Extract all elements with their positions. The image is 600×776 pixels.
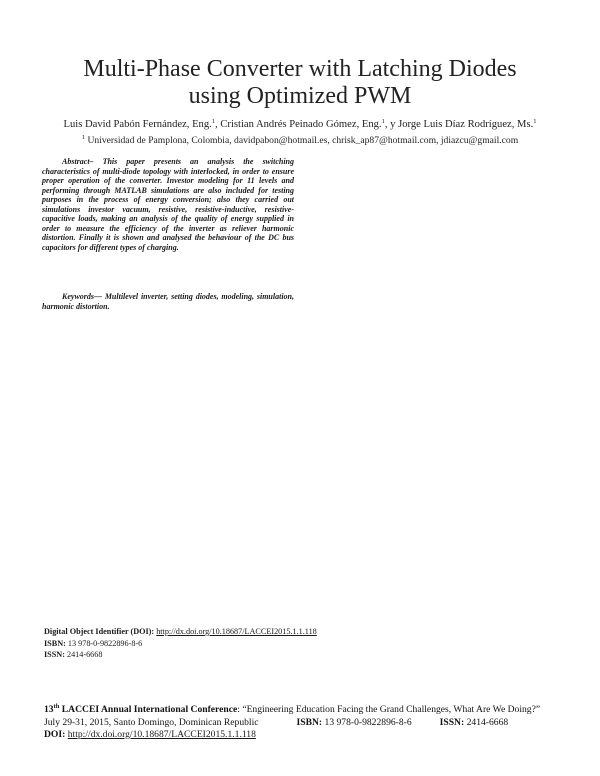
affiliation-text: Universidad de Pamplona, Colombia, davidpabon@hotmail.es, chrisk_ap87@hotmail.com, jdiazcu@gmail.com bbox=[87, 135, 519, 146]
footer-edition: 13 bbox=[44, 704, 54, 715]
abstract-text: This paper presents an analysis the switching characteristics of multi-diode topology with interlocked, in order to ensure proper operation of the converter. Investor modeling for 11 levels and performing through MATLAB simulations are also included for testing purposes in the process of energy conversion; also they carried out simulations investor vacuum, resistive, resistive-inductive, resistive-capacitive loads, making an analysis of the quality of energy supplied in order to measure the efficiency of the inverter as reliever harmonic distortion. Finally it is shown and analysed the behaviour of the DC bus capacitors for different types of charging. bbox=[42, 157, 295, 252]
footer-doi-line bbox=[44, 729, 564, 742]
isbn-line bbox=[44, 638, 317, 650]
footer-isbn-value: 13 978-0-9822896-8-6 bbox=[324, 716, 412, 728]
identifier-block bbox=[44, 626, 317, 661]
paper-title bbox=[0, 56, 600, 110]
author-separator: , bbox=[215, 119, 221, 130]
isbn-value: 13 978-0-9822896-8-6 bbox=[67, 638, 143, 648]
abstract-label: Abstract– bbox=[62, 157, 94, 166]
doi-line bbox=[44, 626, 317, 638]
author-separator: , y bbox=[384, 119, 399, 130]
abstract bbox=[42, 157, 294, 252]
footer-date-line bbox=[44, 717, 564, 730]
footer-edition-suffix: th bbox=[53, 703, 60, 710]
affiliation bbox=[0, 135, 600, 147]
footer-conference-name: LACCEI Annual International Conference bbox=[61, 704, 238, 715]
conference-footer bbox=[44, 704, 564, 742]
footer-issn-label: ISSN: bbox=[439, 716, 465, 728]
doi-label: Digital Object Identifier (DOI): bbox=[44, 627, 155, 636]
footer-theme: : “Engineering Education Facing the Grand Challenges, What Are We Doing?” bbox=[237, 704, 541, 715]
author-name: Luis David Pabón Fernández, Eng. bbox=[63, 119, 212, 130]
author-name: Jorge Luis Díaz Rodríguez, Ms. bbox=[398, 119, 534, 130]
isbn-label: ISBN: bbox=[44, 638, 66, 648]
issn-value: 2414-6668 bbox=[66, 650, 103, 659]
footer-isbn-label: ISBN: bbox=[296, 716, 323, 728]
footer-issn-value: 2414-6668 bbox=[466, 716, 509, 728]
doi-link[interactable]: http://dx.doi.org/10.18687/LACCEI2015.1.1.118 bbox=[156, 627, 317, 636]
keywords-label: Keywords— bbox=[62, 292, 102, 301]
footer-doi-link[interactable]: http://dx.doi.org/10.18687/LACCEI2015.1.1.118 bbox=[67, 729, 256, 740]
keywords bbox=[42, 292, 294, 311]
footer-conference-line bbox=[44, 704, 564, 717]
author-list bbox=[0, 118, 600, 131]
paper-title-line-2: using Optimized PWM bbox=[188, 83, 412, 109]
keywords-text: Multilevel inverter, setting diodes, modeling, simulation, harmonic distortion. bbox=[42, 292, 294, 311]
author-affiliation-mark: 1 bbox=[533, 118, 537, 125]
author-affiliation-mark: 1 bbox=[211, 118, 216, 125]
footer-doi-label: DOI: bbox=[44, 729, 66, 740]
issn-line bbox=[44, 649, 317, 661]
author-name: Cristian Andrés Peinado Gómez, Eng. bbox=[220, 119, 382, 130]
author-affiliation-mark: 1 bbox=[381, 118, 385, 125]
footer-date-place: July 29-31, 2015, Santo Domingo, Dominican Republic bbox=[44, 716, 259, 728]
issn-label: ISSN: bbox=[44, 650, 65, 659]
affiliation-mark: 1 bbox=[81, 134, 86, 141]
paper-title-line-1: Multi-Phase Converter with Latching Diodes bbox=[83, 56, 517, 82]
